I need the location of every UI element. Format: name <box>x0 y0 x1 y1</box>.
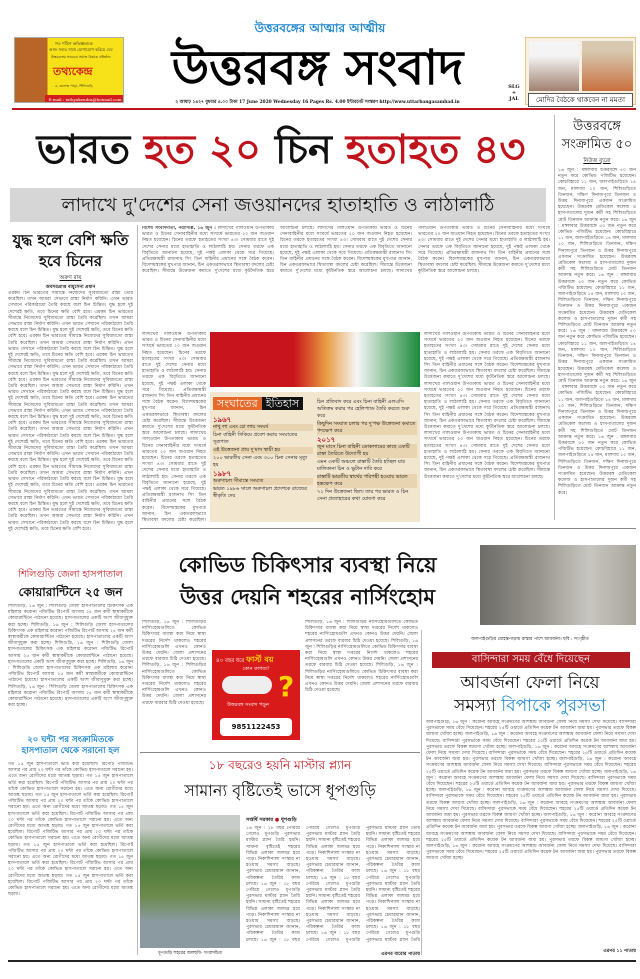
right-col-byline: নিউজ ব্যুরো <box>583 158 611 164</box>
garbage-photo <box>480 545 636 625</box>
dateline: ২ আষাঢ় ১৪২৭ বুধবার ৪.০০ টাকা 17 June 2020 Wednesday 16 Pages Rs. 4.00 ইন্টারনেট সংস্করণ http://www.uttarbangasambad.in <box>175 100 460 105</box>
right-col-body: ১৬ জুন : মঙ্গলবার উত্তরবঙ্গে ৫০ জন নতুন করে কোভিড পজিটিভ হয়েছেন। কোচবিহারে ১১ জন, জলপাইগুড়িতে ১৪ জন, মালদায় ১০ জন, শিলিগুড়িতে তিনজন, দক্ষিণ দিনাজপুরে তিনজন ও উত্তর দিনাজপুরে একজন সংক্রামিত হয়েছেন। উত্তরবঙ্গ মেডিকেল কলেজ ও হাসপাতালের দুজন কর্মী সহ শিলিগুড়িতে মোট তিনজন আক্রান্ত নতুন করে। ১৬ জুন : মঙ্গলবার উত্তরবঙ্গে ৫০ জন নতুন করে কোভিড পজিটিভ হয়েছেন। কোচবিহারে ১১ জন, জলপাইগুড়িতে ১৪ জন, মালদায় ১০ জন, শিলিগুড়িতে তিনজন, দক্ষিণ দিনাজপুরে তিনজন ও উত্তর দিনাজপুরে একজন সংক্রামিত হয়েছেন। উত্তরবঙ্গ মেডিকেল কলেজ ও হাসপাতালের দুজন কর্মী সহ শিলিগুড়িতে মোট তিনজন আক্রান্ত নতুন করে। ১৬ জুন : মঙ্গলবার উত্তরবঙ্গে ৫০ জন নতুন করে কোভিড পজিটিভ হয়েছেন। কোচবিহারে ১১ জন, জলপাইগুড়িতে ১৪ জন, মালদায় ১০ জন, শিলিগুড়িতে তিনজন, দক্ষিণ দিনাজপুরে তিনজন ও উত্তর দিনাজপুরে একজন সংক্রামিত হয়েছেন। উত্তরবঙ্গ মেডিকেল কলেজ ও হাসপাতালের দুজন কর্মী সহ শিলিগুড়িতে মোট তিনজন আক্রান্ত নতুন করে। ১৬ জুন : মঙ্গলবার উত্তরবঙ্গে ৫০ জন নতুন করে কোভিড পজিটিভ হয়েছেন। কোচবিহারে ১১ জন, জলপাইগুড়িতে ১৪ জন, মালদায় ১০ জন, শিলিগুড়িতে তিনজন, দক্ষিণ দিনাজপুরে তিনজন ও উত্তর দিনাজপুরে একজন সংক্রামিত হয়েছেন। উত্তরবঙ্গ মেডিকেল কলেজ ও হাসপাতালের দুজন কর্মী সহ শিলিগুড়িতে মোট তিনজন আক্রান্ত নতুন করে। ১৬ জুন : মঙ্গলবার উত্তরবঙ্গে ৫০ জন নতুন করে কোভিড পজিটিভ হয়েছেন। কোচবিহারে ১১ জন, জলপাইগুড়িতে ১৪ জন, মালদায় ১০ জন, শিলিগুড়িতে তিনজন, দক্ষিণ দিনাজপুরে তিনজন ও উত্তর দিনাজপুরে একজন সংক্রামিত হয়েছেন। উত্তরবঙ্গ মেডিকেল কলেজ ও হাসপাতালের দুজন কর্মী সহ শিলিগুড়িতে মোট তিনজন আক্রান্ত নতুন করে। ১৬ জুন : মঙ্গলবার উত্তরবঙ্গে ৫০ জন নতুন করে কোভিড পজিটিভ হয়েছেন। কোচবিহারে ১১ জন, জলপাইগুড়িতে ১৪ জন, মালদায় ১০ জন, শিলিগুড়িতে তিনজন, দক্ষিণ দিনাজপুরে তিনজন ও উত্তর দিনাজপুরে একজন সংক্রামিত হয়েছেন। উত্তরবঙ্গ মেডিকেল কলেজ ও হাসপাতালের দুজন কর্মী সহ শিলিগুড়িতে মোট তিনজন আক্রান্ত নতুন করে। <box>558 168 636 496</box>
headline-part-3: চিন <box>274 126 332 173</box>
lead-body: বিশেষ সংবাদদাতা, নয়াদিল্লি, ১৬ জুন : লাদাখের গালওয়ান উপত্যকায় ভারত ও চিনের সেনাবাহিনীর মধ্যে সংঘর্ষে ভারতের ২০ জন জওয়ান নিহত হয়েছেন। চিনের তরফে হতাহতের সংখ্যা ৪৩। সোমবার রাতে দুই দেশের সেনার মধ্যে হাতাহাতি ও লাঠালাঠি হয়। সেনার তরফে এক বিবৃতিতে জানানো হয়েছে, দুই পক্ষই এলাকা থেকে সরে গিয়েছে। প্রতিরক্ষামন্ত্রী রাজনাথ সিং তিন বাহিনীর প্রধানের সঙ্গে বৈঠক করেন। বিদেশমন্ত্রকের মুখপাত্র জানান, চিন একতরফাভাবে স্থিতাবস্থা বদলের চেষ্টা করেছিল। সীমান্তে উত্তেজনা কমাতে দু'দেশের মধ্যে কূটনৈতিক স্তরে আলোচনা চলছে। লাদাখের গালওয়ান উপত্যকায় ভারত ও চিনের সেনাবাহিনীর মধ্যে সংঘর্ষে ভারতের ২০ জন জওয়ান নিহত হয়েছেন। চিনের তরফে হতাহতের সংখ্যা ৪৩। সোমবার রাতে দুই দেশের সেনার মধ্যে হাতাহাতি ও লাঠালাঠি হয়। সেনার তরফে এক বিবৃতিতে জানানো হয়েছে, দুই পক্ষই এলাকা থেকে সরে গিয়েছে। প্রতিরক্ষামন্ত্রী রাজনাথ সিং তিন বাহিনীর প্রধানের সঙ্গে বৈঠক করেন। বিদেশমন্ত্রকের মুখপাত্র জানান, চিন একতরফাভাবে স্থিতাবস্থা বদলের চেষ্টা করেছিল। সীমান্তে উত্তেজনা কমাতে দু'দেশের মধ্যে কূটনৈতিক স্তরে আলোচনা চলছে। লাদাখের গালওয়ান উপত্যকায় ভারত ও চিনের সেনাবাহিনীর মধ্যে সংঘর্ষে ভারতের ২০ জন জওয়ান নিহত হয়েছেন। চিনের তরফে হতাহতের সংখ্যা ৪৩। সোমবার রাতে দুই দেশের সেনার মধ্যে হাতাহাতি ও লাঠালাঠি হয়। সেনার তরফে এক বিবৃতিতে জানানো হয়েছে, দুই পক্ষই এলাকা থেকে সরে গিয়েছে। প্রতিরক্ষামন্ত্রী রাজনাথ সিং তিন বাহিনীর প্রধানের সঙ্গে বৈঠক করেন। বিদেশমন্ত্রকের মুখপাত্র জানান, চিন একতরফাভাবে স্থিতাবস্থা বদলের চেষ্টা করেছিল। সীমান্তে উত্তেজনা কমাতে দু'দেশের মধ্যে কূটনৈতিক স্তরে আলোচনা চলছে। <box>142 226 550 275</box>
newspaper-roll-icon <box>222 676 272 694</box>
war-story-author: অরুণ রায় <box>59 275 82 281</box>
dhupguri-photo <box>140 815 240 948</box>
garbage-headline-1[interactable]: আবর্জনা ফেলা নিয়ে <box>460 673 600 693</box>
covid-headline-2[interactable]: উত্তর দেয়নি শহরের নার্সিংহোম <box>179 584 436 609</box>
dhupguri-caption: ধূপগুড়ি শহরের জলছবি- সংবাদচিত্র <box>158 951 222 956</box>
history-box <box>210 392 420 522</box>
headline-part-2: হত ২০ <box>144 126 261 173</box>
quarantine-headline[interactable]: কোয়ারান্টিনে ২৫ জন <box>18 585 123 599</box>
garbage-jump[interactable]: এরপর ১১ পাতায় <box>603 949 636 954</box>
column-rule <box>137 225 138 955</box>
dhupguri-jump[interactable]: এরপর বারোর পাতায় <box>381 952 420 957</box>
dhupguri-kicker: ১৮ বছরেও হয়নি মাস্টার প্ল্যান <box>208 758 352 772</box>
history-item: নাথু লা এবং চো লায় সংঘর্ষ <box>213 424 313 431</box>
mamata-photo <box>529 41 579 91</box>
left-ad[interactable] <box>14 37 124 103</box>
tagline: উত্তরবঙ্গের আত্মার আত্মীয় <box>254 21 386 35</box>
history-year: ১৯৬৭ <box>213 415 232 424</box>
covid-headline-1[interactable]: কোভিড চিকিৎসার ব্যবস্থা নিয়ে <box>178 552 437 577</box>
garbage-caption: জলপাইগুড়ির মোহন্তপাড়ায় রাস্তার পাশে আবর্জনা। ছবি : সংগৃহীত <box>471 637 589 642</box>
covid-body-right: শিলিগুড়ি, ১৬ জুন : শিলিগুড়ির নার্সিংহোমগুলিতে কোভিড চিকিৎসার ব্যবস্থা করা নিয়ে স্বাস্থ্য দপ্তরের নির্দেশ থাকলেও শহরের নার্সিংহোমগুলি এখনও কোনও উত্তর দেয়নি। জেলা প্রশাসনের তরফে বারবার চিঠি দেওয়া হয়েছে। শিলিগুড়ি, ১৬ জুন : শিলিগুড়ির নার্সিংহোমগুলিতে কোভিড চিকিৎসার ব্যবস্থা করা নিয়ে স্বাস্থ্য দপ্তরের নির্দেশ থাকলেও শহরের নার্সিংহোমগুলি এখনও কোনও উত্তর দেয়নি। জেলা প্রশাসনের তরফে বারবার চিঠি দেওয়া হয়েছে। শিলিগুড়ি, ১৬ জুন : শিলিগুড়ির নার্সিংহোমগুলিতে কোভিড চিকিৎসার ব্যবস্থা করা নিয়ে স্বাস্থ্য দপ্তরের নির্দেশ থাকলেও শহরের নার্সিংহোমগুলি এখনও কোনও উত্তর দেয়নি। জেলা প্রশাসনের তরফে বারবার চিঠি দেওয়া হয়েছে। <box>305 620 418 694</box>
ad-address: ৫, কলেজ পাড়া, শিলিগুড়ি <box>55 84 93 88</box>
lead-body-left: লাদাখের গালওয়ান উপত্যকায় ভারত ও চিনের সেনাবাহিনীর মধ্যে সংঘর্ষে ভারতের ২০ জন জওয়ান নিহত হয়েছেন। চিনের তরফে হতাহতের সংখ্যা ৪৩। সোমবার রাতে দুই দেশের সেনার মধ্যে হাতাহাতি ও লাঠালাঠি হয়। সেনার তরফে এক বিবৃতিতে জানানো হয়েছে, দুই পক্ষই এলাকা থেকে সরে গিয়েছে। প্রতিরক্ষামন্ত্রী রাজনাথ সিং তিন বাহিনীর প্রধানের সঙ্গে বৈঠক করেন। বিদেশমন্ত্রকের মুখপাত্র জানান, চিন একতরফাভাবে স্থিতাবস্থা বদলের চেষ্টা করেছিল। সীমান্তে উত্তেজনা কমাতে দু'দেশের মধ্যে কূটনৈতিক স্তরে আলোচনা চলছে। লাদাখের গালওয়ান উপত্যকায় ভারত ও চিনের সেনাবাহিনীর মধ্যে সংঘর্ষে ভারতের ২০ জন জওয়ান নিহত হয়েছেন। চিনের তরফে হতাহতের সংখ্যা ৪৩। সোমবার রাতে দুই দেশের সেনার মধ্যে হাতাহাতি ও লাঠালাঠি হয়। সেনার তরফে এক বিবৃতিতে জানানো হয়েছে, দুই পক্ষই এলাকা থেকে সরে গিয়েছে। প্রতিরক্ষামন্ত্রী রাজনাথ সিং তিন বাহিনীর প্রধানের সঙ্গে বৈঠক করেন। বিদেশমন্ত্রকের মুখপাত্র জানান, চিন একতরফাভাবে স্থিতাবস্থা বদলের চেষ্টা করেছিল। <box>142 332 206 522</box>
history-title: সংঘাতের ইতিহাস <box>213 395 303 413</box>
history-year: ১৯৮৭ <box>213 469 232 478</box>
history-item: চিন প্রতিবাদ করে এবং চিনা বাহিনী এলএসি অতিক্রম করার পর হেলিপ্যাড তৈরি করতে শুরু করে <box>317 399 410 419</box>
section-rule <box>140 528 636 529</box>
ad-mid-line1: ৪০ বছর ধরে ফার্স্ট বয় <box>216 654 274 664</box>
history-item: ২০০ ভারতীয় সেনা এবং ৩০০ চিনা সেনার মৃত্যু হয় <box>213 455 308 468</box>
ad-line-2: আজ সবার সাথে যোগাযোগ করিয়ে দেয় <box>49 47 113 52</box>
history-item: ভারত ১৯৮৬ সালে অরুণাচল প্রদেশকে রাজ্যের স্বীকৃতি দেয় <box>213 486 307 499</box>
footer-rule <box>8 960 636 962</box>
dhupguri-byline: সপ্তর্ষি সরকার ● ধূপগুড়ি <box>246 817 297 823</box>
history-item: কিছুদিন সংঘাত চলার পর দু'পক্ষ উত্তেজনা কমাতে পদক্ষেপ করে <box>317 421 416 434</box>
history-item: রাস্তাটি ভারতীয় স্বার্থের পরিপন্থী হওয়ায় ভারত হস্তক্ষেপ করে <box>317 474 417 488</box>
history-item: চিনা বাহিনী সিকিমে প্রবেশ করায় সংঘাতের সূত্রপাত <box>213 432 298 445</box>
section-rule <box>140 752 420 753</box>
dhupguri-headline[interactable]: সামান্য বৃষ্টিতেই ভাসে ধূপগুড়ি <box>184 781 376 800</box>
right-col-headline[interactable]: উত্তরবঙ্গে সংক্রামিত ৫০ <box>561 119 633 152</box>
history-year: ২০১৭ <box>317 435 336 444</box>
masthead-title[interactable]: উত্তরবঙ্গ সংবাদ <box>171 40 464 96</box>
modi-photo <box>582 41 633 91</box>
question-mark-icon: ? <box>278 670 295 703</box>
quarantine-kicker: শিলিগুড়ি জেলা হাসপাতাল <box>18 569 123 580</box>
ad-phone: 9851122453 <box>220 718 292 736</box>
top-right-teaser[interactable] <box>525 37 636 105</box>
headline-part-1: ভারত <box>36 126 131 173</box>
garbage-headline-2[interactable]: সমস্যা বিপাকে পুরসভা <box>454 696 606 716</box>
history-item: এই উত্তেজনা প্রায় দু'মাস স্থায়ী হয় <box>213 447 313 454</box>
history-col-1 <box>213 416 313 501</box>
subscription-ad[interactable] <box>212 650 300 740</box>
garbage-banner: বাসিন্দারা সময় বেঁধে দিয়েছেন <box>432 652 630 668</box>
history-item: এমন একটি অঞ্চলে রাস্তাটি তৈরি হচ্ছিল যার মালিকানা চিন ও ভুটান দাবি করে <box>317 459 405 472</box>
headline-part-4: হতাহত ৪৩ <box>345 126 526 173</box>
india-china-flags-photo <box>210 332 420 387</box>
ad-line-3: উত্তরবঙ্গের সবচেয়ে সমাজ বিষয়ক প্রতিষ্ঠান <box>51 55 111 59</box>
ad-email: E-mail : tathyakendra@hotmail.com <box>45 95 124 103</box>
lead-body-right: লাদাখের গালওয়ান উপত্যকায় ভারত ও চিনের সেনাবাহিনীর মধ্যে সংঘর্ষে ভারতের ২০ জন জওয়ান নিহত হয়েছেন। চিনের তরফে হতাহতের সংখ্যা ৪৩। সোমবার রাতে দুই দেশের সেনার মধ্যে হাতাহাতি ও লাঠালাঠি হয়। সেনার তরফে এক বিবৃতিতে জানানো হয়েছে, দুই পক্ষই এলাকা থেকে সরে গিয়েছে। প্রতিরক্ষামন্ত্রী রাজনাথ সিং তিন বাহিনীর প্রধানের সঙ্গে বৈঠক করেন। বিদেশমন্ত্রকের মুখপাত্র জানান, চিন একতরফাভাবে স্থিতাবস্থা বদলের চেষ্টা করেছিল। সীমান্তে উত্তেজনা কমাতে দু'দেশের মধ্যে কূটনৈতিক স্তরে আলোচনা চলছে। লাদাখের গালওয়ান উপত্যকায় ভারত ও চিনের সেনাবাহিনীর মধ্যে সংঘর্ষে ভারতের ২০ জন জওয়ান নিহত হয়েছেন। চিনের তরফে হতাহতের সংখ্যা ৪৩। সোমবার রাতে দুই দেশের সেনার মধ্যে হাতাহাতি ও লাঠালাঠি হয়। সেনার তরফে এক বিবৃতিতে জানানো হয়েছে, দুই পক্ষই এলাকা থেকে সরে গিয়েছে। প্রতিরক্ষামন্ত্রী রাজনাথ সিং তিন বাহিনীর প্রধানের সঙ্গে বৈঠক করেন। বিদেশমন্ত্রকের মুখপাত্র জানান, চিন একতরফাভাবে স্থিতাবস্থা বদলের চেষ্টা করেছিল। সীমান্তে উত্তেজনা কমাতে দু'দেশের মধ্যে কূটনৈতিক স্তরে আলোচনা চলছে। লাদাখের গালওয়ান উপত্যকায় ভারত ও চিনের সেনাবাহিনীর মধ্যে সংঘর্ষে ভারতের ২০ জন জওয়ান নিহত হয়েছেন। চিনের তরফে হতাহতের সংখ্যা ৪৩। সোমবার রাতে দুই দেশের সেনার মধ্যে হাতাহাতি ও লাঠালাঠি হয়। সেনার তরফে এক বিবৃতিতে জানানো হয়েছে, দুই পক্ষই এলাকা থেকে সরে গিয়েছে। প্রতিরক্ষামন্ত্রী রাজনাথ সিং তিন বাহিনীর প্রধানের সঙ্গে বৈঠক করেন। বিদেশমন্ত্রকের মুখপাত্র জানান, চিন একতরফাভাবে স্থিতাবস্থা বদলের চেষ্টা করেছিল। সীমান্তে উত্তেজনা কমাতে দু'দেশের মধ্যে কূটনৈতিক স্তরে আলোচনা চলছে। <box>424 332 550 480</box>
history-col-2 <box>317 398 417 504</box>
lead-headline[interactable] <box>12 118 550 182</box>
bullet-icon: ● <box>274 817 280 823</box>
ad-mid-line3: উত্তরবঙ্গ সংবাদ পড়ুন <box>227 702 269 708</box>
teaser-caption: মোদির বৈঠকে থাকবেন না মমতা <box>528 93 633 107</box>
column-rule <box>554 115 555 520</box>
lead-subhead: লাদাখে দু'দেশের সেনা জওয়ানদের হাতাহাতি ও লাঠালাঠি <box>10 188 546 222</box>
header-rule <box>12 108 636 110</box>
dhupguri-body: ১৬ জুন : ১৮ বছর পেরিয়ে গেলেও ধূপগুড়ি পুরসভার মাস্টার প্ল্যান তৈরি হয়নি। সামান্য বৃষ্টিতেই শহরের বিভিন্ন এলাকা জলমগ্ন হয়ে পড়ে। নিকাশিনালা সংস্কার না হওয়ায় সমস্যা বাড়ছে। পুরসভার চেয়ারম্যান জানান, পরিকল্পনা তৈরির কাজ চলছে। ১৬ জুন : ১৮ বছর পেরিয়ে গেলেও ধূপগুড়ি পুরসভার মাস্টার প্ল্যান তৈরি হয়নি। সামান্য বৃষ্টিতেই শহরের বিভিন্ন এলাকা জলমগ্ন হয়ে পড়ে। নিকাশিনালা সংস্কার না হওয়ায় সমস্যা বাড়ছে। পুরসভার চেয়ারম্যান জানান, পরিকল্পনা তৈরির কাজ চলছে। ১৬ জুন : ১৮ বছর পেরিয়ে গেলেও ধূপগুড়ি পুরসভার মাস্টার প্ল্যান তৈরি হয়নি। সামান্য বৃষ্টিতেই শহরের বিভিন্ন এলাকা জলমগ্ন হয়ে পড়ে। নিকাশিনালা সংস্কার না হওয়ায় সমস্যা বাড়ছে। পুরসভার চেয়ারম্যান জানান, পরিকল্পনা তৈরির কাজ চলছে। ১৬ জুন : ১৮ বছর পেরিয়ে গেলেও ধূপগুড়ি পুরসভার মাস্টার প্ল্যান তৈরি হয়নি। সামান্য বৃষ্টিতেই শহরের বিভিন্ন এলাকা জলমগ্ন হয়ে পড়ে। নিকাশিনালা সংস্কার না হওয়ায় সমস্যা বাড়ছে। পুরসভার চেয়ারম্যান জানান, পরিকল্পনা তৈরির কাজ চলছে। ১৬ জুন : ১৮ বছর পেরিয়ে গেলেও ধূপগুড়ি পুরসভার মাস্টার প্ল্যান তৈরি হয়নি। সামান্য বৃষ্টিতেই শহরের বিভিন্ন এলাকা জলমগ্ন হয়ে পড়ে। নিকাশিনালা সংস্কার না হওয়ায় সমস্যা বাড়ছে। পুরসভার চেয়ারম্যান জানান, পরিকল্পনা তৈরির কাজ চলছে। ১৬ জুন : ১৮ বছর পেরিয়ে গেলেও ধূপগুড়ি পুরসভার মাস্টার প্ল্যান তৈরি হয়নি। সামান্য বৃষ্টিতেই শহরের বিভিন্ন এলাকা জলমগ্ন হয়ে পড়ে। নিকাশিনালা সংস্কার না হওয়ায় সমস্যা বাড়ছে। পুরসভার চেয়ারম্যান জানান, পরিকল্পনা তৈরির কাজ চলছে। ১৬ জুন : ১৮ বছর পেরিয়ে গেলেও ধূপগুড়ি পুরসভার মাস্টার প্ল্যান তৈরি <box>246 826 420 943</box>
covid-body: শিলিগুড়ি, ১৬ জুন : শিলিগুড়ির নার্সিংহোমগুলিতে কোভিড চিকিৎসার ব্যবস্থা করা নিয়ে স্বাস্থ্য দপ্তরের নির্দেশ থাকলেও শহরের নার্সিংহোমগুলি এখনও কোনও উত্তর দেয়নি। জেলা প্রশাসনের তরফে বারবার চিঠি দেওয়া হয়েছে। শিলিগুড়ি, ১৬ জুন : শিলিগুড়ির নার্সিংহোমগুলিতে কোভিড চিকিৎসার ব্যবস্থা করা নিয়ে স্বাস্থ্য দপ্তরের নির্দেশ থাকলেও শহরের নার্সিংহোমগুলি এখনও কোনও উত্তর দেয়নি। জেলা প্রশাসনের তরফে বারবার চিঠি দেওয়া হয়েছে। <box>142 620 206 706</box>
war-story-headline[interactable]: যুদ্ধ হলে বেশি ক্ষতি হবে চিনের <box>12 231 129 270</box>
ad-mid-line2: কোন কাগজ? <box>242 666 270 672</box>
column-rule <box>421 630 422 955</box>
hospital-body: গত ১৫ জুন হাসপাতালে ভর্তি করা হয়েছিল। রিপোর্ট পজিটিভ আসার পর প্রায় ২০ ঘন্টা পর তাঁকে কোভিড হাসপাতালে সরানো হয়। এতে অন্য রোগীদের মধ্যে আতঙ্ক ছড়ায়। গত ১৫ জুন হাসপাতালে ভর্তি করা হয়েছিল। রিপোর্ট পজিটিভ আসার পর প্রায় ২০ ঘন্টা পর তাঁকে কোভিড হাসপাতালে সরানো হয়। এতে অন্য রোগীদের মধ্যে আতঙ্ক ছড়ায়। গত ১৫ জুন হাসপাতালে ভর্তি করা হয়েছিল। রিপোর্ট পজিটিভ আসার পর প্রায় ২০ ঘন্টা পর তাঁকে কোভিড হাসপাতালে সরানো হয়। এতে অন্য রোগীদের মধ্যে আতঙ্ক ছড়ায়। গত ১৫ জুন হাসপাতালে ভর্তি করা হয়েছিল। রিপোর্ট পজিটিভ আসার পর প্রায় ২০ ঘন্টা পর তাঁকে কোভিড হাসপাতালে সরানো হয়। এতে অন্য রোগীদের মধ্যে আতঙ্ক ছড়ায়। গত ১৫ জুন হাসপাতালে ভর্তি করা হয়েছিল। রিপোর্ট পজিটিভ আসার পর প্রায় ২০ ঘন্টা পর তাঁকে কোভিড হাসপাতালে সরানো হয়। এতে অন্য রোগীদের মধ্যে আতঙ্ক ছড়ায়। গত ১৫ জুন হাসপাতালে ভর্তি করা হয়েছিল। রিপোর্ট পজিটিভ আসার পর প্রায় ২০ ঘন্টা পর তাঁকে কোভিড হাসপাতালে সরানো হয়। এতে অন্য রোগীদের মধ্যে আতঙ্ক ছড়ায়। গত ১৫ জুন হাসপাতালে ভর্তি করা হয়েছিল। রিপোর্ট পজিটিভ আসার পর প্রায় ২০ ঘন্টা পর তাঁকে কোভিড হাসপাতালে সরানো হয়। এতে অন্য রোগীদের মধ্যে আতঙ্ক ছড়ায়। গত ১৫ জুন হাসপাতালে ভর্তি করা হয়েছিল। রিপোর্ট পজিটিভ আসার পর প্রায় ২০ ঘন্টা পর তাঁকে কোভিড হাসপাতালে সরানো হয়। এতে অন্য রোগীদের মধ্যে আতঙ্ক ছড়ায়। <box>8 762 133 898</box>
quarantine-body: শিলিগুড়ি, ১৬ জুন : শিলিগুড়ি জেলা হাসপাতালের চিকিৎসক এক মহিলার করোনা পজিটিভ রিপোর্ট আসায় ২৫ জন কর্মী স্বাস্থ্যকর্মীকে কোয়ারান্টিনে পাঠানো হয়েছে। হাসপাতালের একটি অংশ জীবাণুমুক্ত করা হচ্ছে। শিলিগুড়ি, ১৬ জুন : শিলিগুড়ি জেলা হাসপাতালের চিকিৎসক এক মহিলার করোনা পজিটিভ রিপোর্ট আসায় ২৫ জন কর্মী স্বাস্থ্যকর্মীকে কোয়ারান্টিনে পাঠানো হয়েছে। হাসপাতালের একটি অংশ জীবাণুমুক্ত করা হচ্ছে। শিলিগুড়ি, ১৬ জুন : শিলিগুড়ি জেলা হাসপাতালের চিকিৎসক এক মহিলার করোনা পজিটিভ রিপোর্ট আসায় ২৫ জন কর্মী স্বাস্থ্যকর্মীকে কোয়ারান্টিনে পাঠানো হয়েছে। হাসপাতালের একটি অংশ জীবাণুমুক্ত করা হচ্ছে। শিলিগুড়ি, ১৬ জুন : শিলিগুড়ি জেলা হাসপাতালের চিকিৎসক এক মহিলার করোনা পজিটিভ রিপোর্ট আসায় ২৫ জন কর্মী স্বাস্থ্যকর্মীকে কোয়ারান্টিনে পাঠানো হয়েছে। হাসপাতালের একটি অংশ জীবাণুমুক্ত করা হচ্ছে। শিলিগুড়ি, ১৬ জুন : শিলিগুড়ি জেলা হাসপাতালের চিকিৎসক এক মহিলার করোনা পজিটিভ রিপোর্ট আসায় ২৫ জন কর্মী স্বাস্থ্যকর্মীকে কোয়ারান্টিনে পাঠানো হয়েছে। হাসপাতালের একটি অংশ জীবাণুমুক্ত করা হচ্ছে। <box>8 604 133 709</box>
ad-brand: তথ্যকেন্দ্র <box>53 65 93 78</box>
ad-line-1: গত পাঁচিশ অভিজ্ঞতাকে <box>55 41 93 46</box>
garbage-body: জলপাইগুড়ি, ১৬ জুন : করোনা আবহে সংক্রমণের আশঙ্কায় আবর্জনা ফেলা নিয়ে সমস্যা দেখা দিয়েছে। বাসিন্দারা পুরসভাকে সময় বেঁধে দিয়েছেন। শহরের ২৫টি ওয়ার্ডে প্রতিদিন কয়েক টন আবর্জনা জমা হয়। পুরসভার তরফে বিকল্প জায়গা খোঁজা হচ্ছে। জলপাইগুড়ি, ১৬ জুন : করোনা আবহে সংক্রমণের আশঙ্কায় আবর্জনা ফেলা নিয়ে সমস্যা দেখা দিয়েছে। বাসিন্দারা পুরসভাকে সময় বেঁধে দিয়েছেন। শহরের ২৫টি ওয়ার্ডে প্রতিদিন কয়েক টন আবর্জনা জমা হয়। পুরসভার তরফে বিকল্প জায়গা খোঁজা হচ্ছে। জলপাইগুড়ি, ১৬ জুন : করোনা আবহে সংক্রমণের আশঙ্কায় আবর্জনা ফেলা নিয়ে সমস্যা দেখা দিয়েছে। বাসিন্দারা পুরসভাকে সময় বেঁধে দিয়েছেন। শহরের ২৫টি ওয়ার্ডে প্রতিদিন কয়েক টন আবর্জনা জমা হয়। পুরসভার তরফে বিকল্প জায়গা খোঁজা হচ্ছে। জলপাইগুড়ি, ১৬ জুন : করোনা আবহে সংক্রমণের আশঙ্কায় আবর্জনা ফেলা নিয়ে সমস্যা দেখা দিয়েছে। বাসিন্দারা পুরসভাকে সময় বেঁধে দিয়েছেন। শহরের ২৫টি ওয়ার্ডে প্রতিদিন কয়েক টন আবর্জনা জমা হয়। পুরসভার তরফে বিকল্প জায়গা খোঁজা হচ্ছে। জলপাইগুড়ি, ১৬ জুন : করোনা আবহে সংক্রমণের আশঙ্কায় আবর্জনা ফেলা নিয়ে সমস্যা দেখা দিয়েছে। বাসিন্দারা পুরসভাকে সময় বেঁধে দিয়েছেন। শহরের ২৫টি ওয়ার্ডে প্রতিদিন কয়েক টন আবর্জনা জমা হয়। পুরসভার তরফে বিকল্প জায়গা খোঁজা হচ্ছে। জলপাইগুড়ি, ১৬ জুন : করোনা আবহে সংক্রমণের আশঙ্কায় আবর্জনা ফেলা নিয়ে সমস্যা দেখা দিয়েছে। বাসিন্দারা পুরসভাকে সময় বেঁধে দিয়েছেন। শহরের ২৫টি ওয়ার্ডে প্রতিদিন কয়েক টন আবর্জনা জমা হয়। পুরসভার তরফে বিকল্প জায়গা খোঁজা হচ্ছে। জলপাইগুড়ি, ১৬ জুন : করোনা আবহে সংক্রমণের আশঙ্কায় আবর্জনা ফেলা নিয়ে সমস্যা দেখা দিয়েছে। বাসিন্দারা পুরসভাকে সময় বেঁধে দিয়েছেন। শহরের ২৫টি ওয়ার্ডে প্রতিদিন কয়েক টন আবর্জনা জমা হয়। পুরসভার তরফে বিকল্প জায়গা খোঁজা হচ্ছে। জলপাইগুড়ি, ১৬ জুন : করোনা আবহে সংক্রমণের আশঙ্কায় আবর্জনা ফেলা নিয়ে সমস্যা দেখা দিয়েছে। বাসিন্দারা পুরসভাকে সময় বেঁধে দিয়েছেন। শহরের ২৫টি ওয়ার্ডে প্রতিদিন কয়েক টন আবর্জনা জমা হয়। পুরসভার তরফে বিকল্প জায়গা খোঁজা হচ্ছে। জলপাইগুড়ি, ১৬ জুন : করোনা আবহে সংক্রমণের আশঙ্কায় আবর্জনা ফেলা নিয়ে সমস্যা দেখা দিয়েছে। বাসিন্দারা পুরসভাকে সময় বেঁধে দিয়েছেন। শহরের ২৫টি ওয়ার্ডে প্রতিদিন কয়েক টন আবর্জনা জমা হয়। পুরসভার তরফে বিকল্প জায়গা খোঁজা হচ্ছে। জলপাইগুড়ি, ১৬ জুন : করোনা আবহে সংক্রমণের আশঙ্কায় আবর্জনা ফেলা নিয়ে সমস্যা দেখা দিয়েছে। বাসিন্দারা পুরসভাকে সময় বেঁধে দিয়েছেন। শহরের ২৫টি ওয়ার্ডে প্রতিদিন কয়েক টন আবর্জনা জমা হয়। পুরসভার তরফে বিকল্প জায়গা খোঁজা হচ্ছে। <box>426 720 636 862</box>
edition: SLG + JAL <box>508 84 520 102</box>
history-item: জুন মাসে চিনা বাহিনী ডোকলামের কাছে একটি রাস্তা তৈরিতে উদ্যোগী হয় <box>317 444 417 458</box>
hospital-headline[interactable]: ২০ ঘন্টা পর সংক্রামিতকে হাসপাতাল থেকে সরানো হল <box>21 735 120 756</box>
war-story-body: এরকম চিন ভারতের সীমান্তে নিজেদের সুবিধামতো রাস্তা তৈরি করেছিল। তখন আমরা সেভাবে রাস্তা নির্মাণ করিনি। এখন ভারত সেখানে পরিকাঠামো তৈরি করছে বলে চিন চিন্তিত। যুদ্ধ হলে দুই দেশেরই ক্ষতি, তবে চিনের ক্ষতি বেশি হবে। এরকম চিন ভারতের সীমান্তে নিজেদের সুবিধামতো রাস্তা তৈরি করেছিল। তখন আমরা সেভাবে রাস্তা নির্মাণ করিনি। এখন ভারত সেখানে পরিকাঠামো তৈরি করছে বলে চিন চিন্তিত। যুদ্ধ হলে দুই দেশেরই ক্ষতি, তবে চিনের ক্ষতি বেশি হবে। এরকম চিন ভারতের সীমান্তে নিজেদের সুবিধামতো রাস্তা তৈরি করেছিল। তখন আমরা সেভাবে রাস্তা নির্মাণ করিনি। এখন ভারত সেখানে পরিকাঠামো তৈরি করছে বলে চিন চিন্তিত। যুদ্ধ হলে দুই দেশেরই ক্ষতি, তবে চিনের ক্ষতি বেশি হবে। এরকম চিন ভারতের সীমান্তে নিজেদের সুবিধামতো রাস্তা তৈরি করেছিল। তখন আমরা সেভাবে রাস্তা নির্মাণ করিনি। এখন ভারত সেখানে পরিকাঠামো তৈরি করছে বলে চিন চিন্তিত। যুদ্ধ হলে দুই দেশেরই ক্ষতি, তবে চিনের ক্ষতি বেশি হবে। এরকম চিন ভারতের সীমান্তে নিজেদের সুবিধামতো রাস্তা তৈরি করেছিল। তখন আমরা সেভাবে রাস্তা নির্মাণ করিনি। এখন ভারত সেখানে পরিকাঠামো তৈরি করছে বলে চিন চিন্তিত। যুদ্ধ হলে দুই দেশেরই ক্ষতি, তবে চিনের ক্ষতি বেশি হবে। এরকম চিন ভারতের সীমান্তে নিজেদের সুবিধামতো রাস্তা তৈরি করেছিল। তখন আমরা সেভাবে রাস্তা নির্মাণ করিনি। এখন ভারত সেখানে পরিকাঠামো তৈরি করছে বলে চিন চিন্তিত। যুদ্ধ হলে দুই দেশেরই ক্ষতি, তবে চিনের ক্ষতি বেশি হবে। এরকম চিন ভারতের সীমান্তে নিজেদের সুবিধামতো রাস্তা তৈরি করেছিল। তখন আমরা সেভাবে রাস্তা নির্মাণ করিনি। এখন ভারত সেখানে পরিকাঠামো তৈরি করছে বলে চিন চিন্তিত। যুদ্ধ হলে দুই দেশেরই ক্ষতি, তবে চিনের ক্ষতি বেশি হবে। এরকম চিন ভারতের সীমান্তে নিজেদের সুবিধামতো রাস্তা তৈরি করেছিল। তখন আমরা সেভাবে রাস্তা নির্মাণ করিনি। এখন ভারত সেখানে পরিকাঠামো তৈরি করছে বলে চিন চিন্তিত। যুদ্ধ হলে দুই দেশেরই ক্ষতি, তবে চিনের ক্ষতি বেশি হবে। এরকম চিন ভারতের সীমান্তে নিজেদের সুবিধামতো রাস্তা তৈরি করেছিল। তখন আমরা সেভাবে রাস্তা নির্মাণ করিনি। এখন ভারত সেখানে পরিকাঠামো তৈরি করছে বলে চিন চিন্তিত। যুদ্ধ হলে দুই দেশেরই ক্ষতি, তবে চিনের ক্ষতি বেশি হবে। এরকম চিন ভারতের সীমান্তে নিজেদের সুবিধামতো রাস্তা তৈরি করেছিল। তখন আমরা সেভাবে রাস্তা নির্মাণ করিনি। এখন ভারত সেখানে পরিকাঠামো তৈরি করছে বলে চিন চিন্তিত। যুদ্ধ হলে দুই দেশেরই ক্ষতি, তবে চিনের ক্ষতি বেশি হবে। এরকম চিন ভারতের সীমান্তে নিজেদের সুবিধামতো রাস্তা তৈরি করেছিল। তখন আমরা সেভাবে রাস্তা নির্মাণ করিনি। এখন ভারত সেখানে পরিকাঠামো তৈরি করছে বলে চিন চিন্তিত। যুদ্ধ হলে দুই দেশেরই ক্ষতি, তবে চিনের ক্ষতি বেশি হবে। <box>8 291 133 532</box>
history-item: অরুণাচল সীমান্তে সংঘাত <box>213 478 313 485</box>
history-item: ৭২ দিন উত্তেজনা ছিল। তার পর ভারত ও চিন সেনা প্রত্যাহারের কথা ঘোষণা করে <box>317 489 409 502</box>
war-story-role: অবসরপ্রাপ্ত বায়ুসেনা প্রধান <box>45 285 96 290</box>
